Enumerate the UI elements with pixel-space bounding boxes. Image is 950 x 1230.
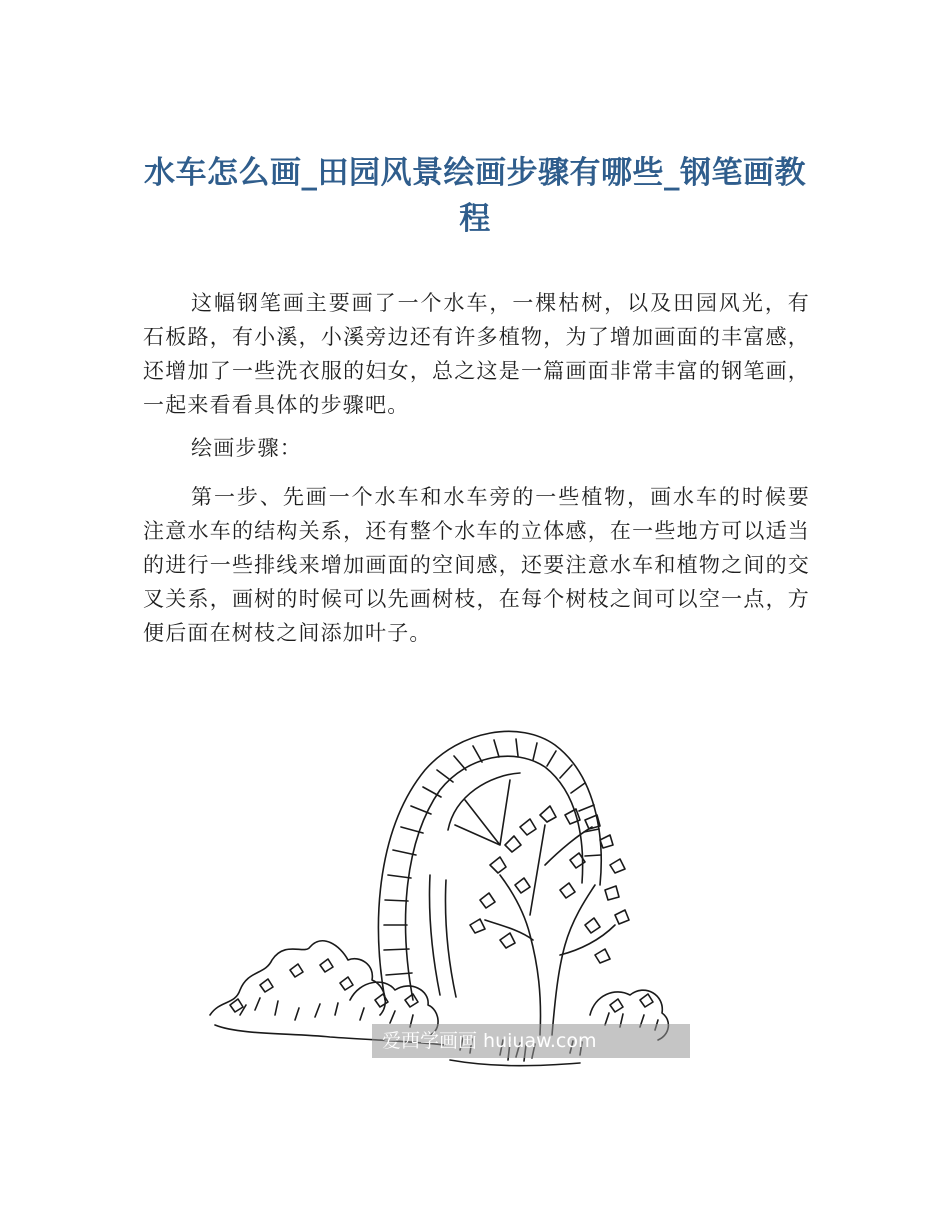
article-title: 水车怎么画_田园风景绘画步骤有哪些_钢笔画教程 xyxy=(144,155,806,237)
watermark: 爱西学画画 huiuaw.com xyxy=(372,1024,690,1058)
intro-paragraph: 这幅钢笔画主要画了一个水车，一棵枯树，以及田园风光，有石板路，有小溪，小溪旁边还有许多植物，为了增加画面的丰富感，还增加了一些洗衣服的妇女，总之这是一篇画面非常丰富的钢笔画，一起来看看具体的步骤吧。 xyxy=(143,291,810,417)
tree xyxy=(470,806,629,1035)
steps-heading: 绘画步骤： xyxy=(191,436,302,460)
step-1-paragraph: 第一步、先画一个水车和水车旁的一些植物，画水车的时候要注意水车的结构关系，还有整个水车的立体感，在一些地方可以适当的进行一些排线来增加画面的空间感，还要注意水车和植物之间的交叉关系，画树的时候可以先画树枝，在每个树枝之间可以空一点，方便后面在树枝之间添加叶子。 xyxy=(143,485,810,645)
